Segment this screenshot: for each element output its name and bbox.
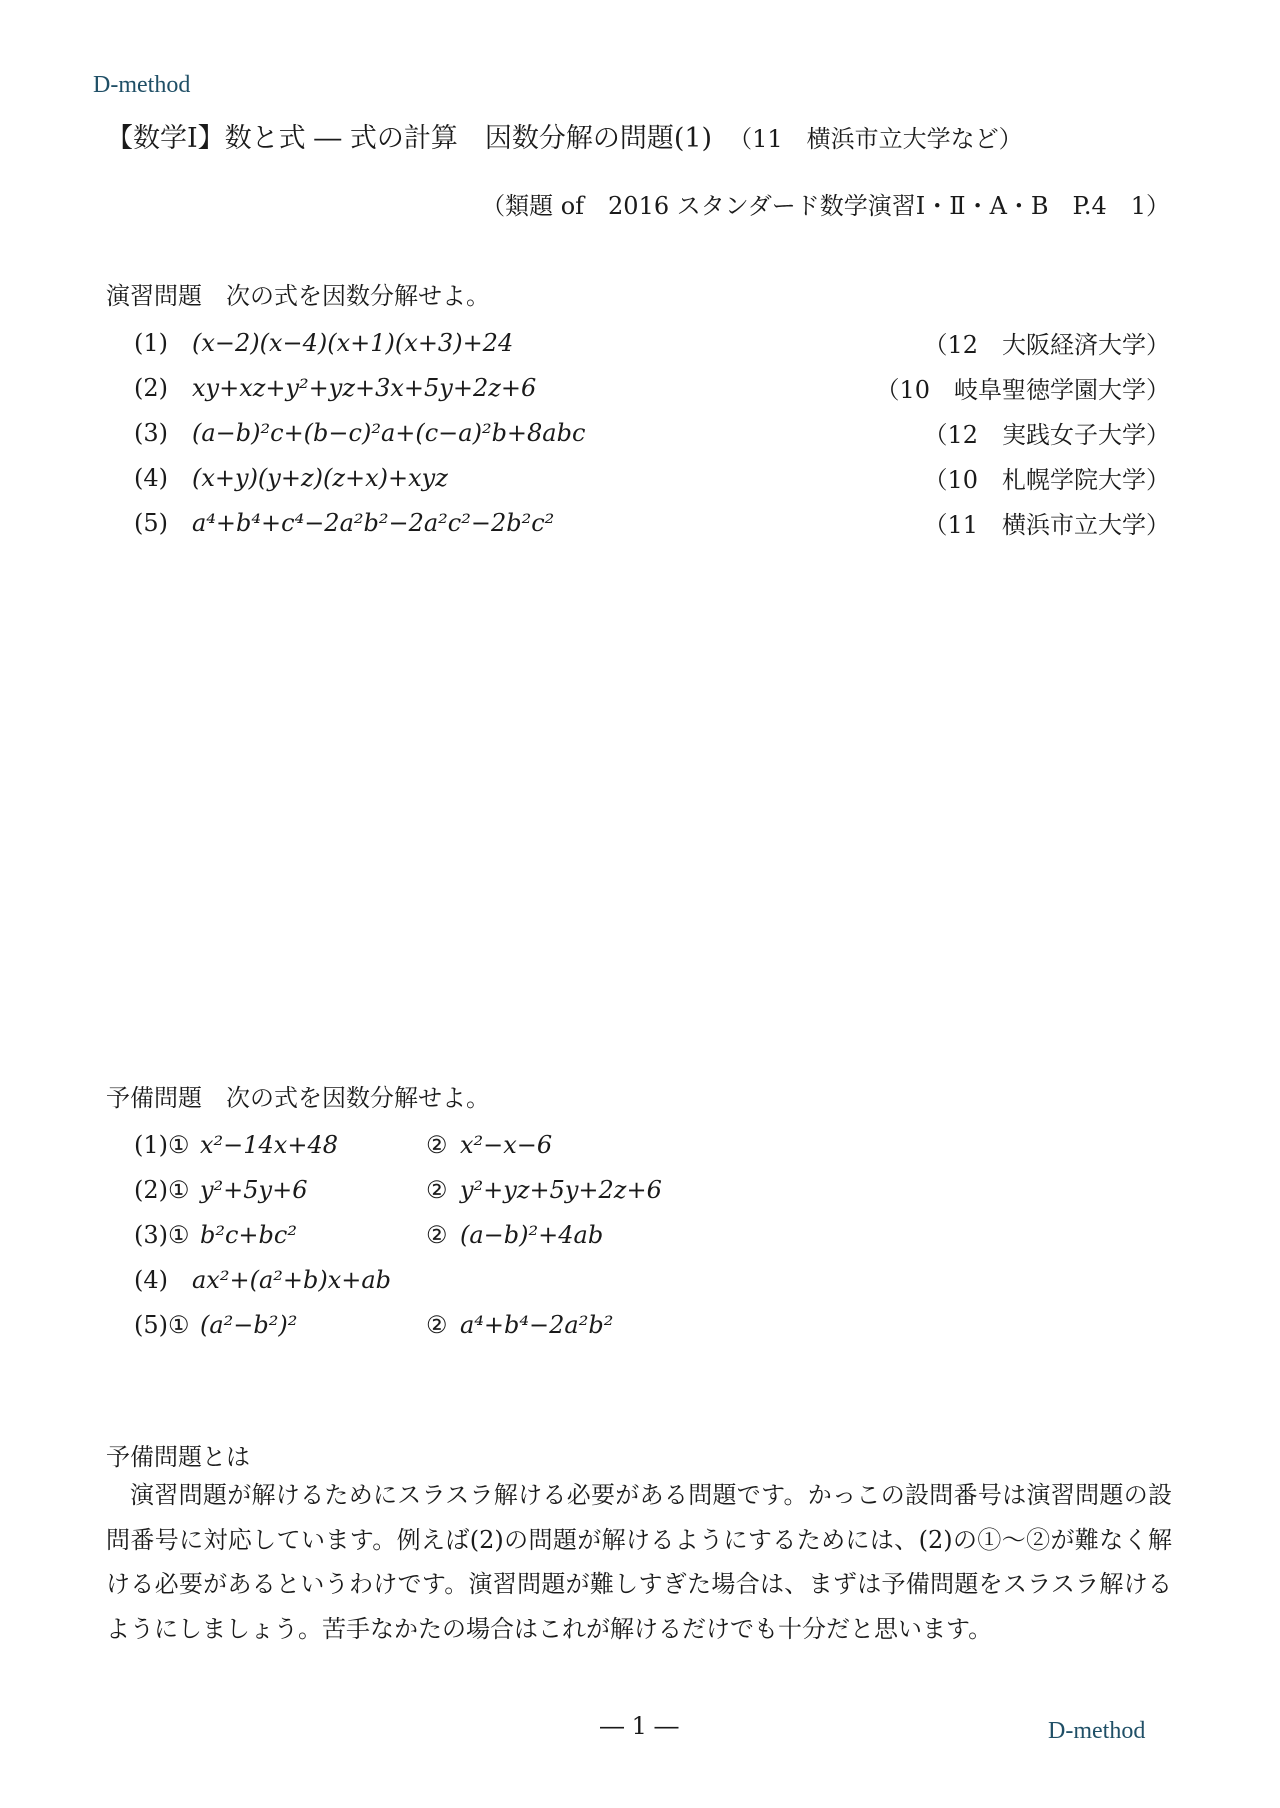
page-title [106, 116, 1023, 155]
exercise-item [134, 410, 1170, 455]
preparatory-list [134, 1122, 662, 1347]
preparatory-item [134, 1212, 662, 1257]
title-source: （11 横浜市立大学など） [728, 125, 1023, 153]
preparatory-item [134, 1122, 662, 1167]
preparatory-expression-a: b²c+bc² [200, 1220, 297, 1249]
preparatory-mark-b: ② [426, 1175, 448, 1204]
exercise-expression: a⁴+b⁴+c⁴−2a²b²−2a²c²−2b²c² [192, 508, 555, 537]
exercise-expression: xy+xz+y²+yz+3x+5y+2z+6 [192, 373, 537, 402]
page-number: ― 1 ― [600, 1712, 679, 1740]
preparatory-item [134, 1257, 662, 1302]
exercise-source: （12 大阪経済大学） [923, 331, 1170, 359]
preparatory-expression-a: x²−14x+48 [200, 1130, 338, 1159]
exercise-expression: (a−b)²c+(b−c)²a+(c−a)²b+8abc [192, 418, 586, 447]
exercise-number: (4) [134, 463, 168, 492]
exercise-number: (1) [134, 328, 168, 357]
exercise-source: （11 横浜市立大学） [923, 511, 1170, 539]
exercise-item [134, 500, 1170, 545]
exercise-item [134, 320, 1170, 365]
exercise-number: (2) [134, 373, 168, 402]
preparatory-expression-b: y²+yz+5y+2z+6 [460, 1175, 662, 1204]
exercise-number: (5) [134, 508, 168, 537]
preparatory-expression-b: (a−b)²+4ab [460, 1220, 604, 1249]
exercise-source: （10 岐阜聖徳学園大学） [875, 376, 1170, 404]
about-heading: 予備問題とは [106, 1443, 250, 1471]
preparatory-item [134, 1167, 662, 1212]
exercise-source: （12 実践女子大学） [923, 421, 1170, 449]
brand-header: D-method [93, 72, 191, 98]
preparatory-mark-b: ② [426, 1310, 448, 1339]
exercise-heading: 演習問題 次の式を因数分解せよ。 [106, 282, 490, 310]
exercise-number: (3) [134, 418, 168, 447]
preparatory-expression-b: a⁴+b⁴−2a²b² [460, 1310, 614, 1339]
preparatory-number: (4) [134, 1265, 168, 1294]
preparatory-mark-b: ② [426, 1220, 448, 1249]
exercise-list [134, 320, 1170, 545]
preparatory-number: (5)① [134, 1310, 190, 1339]
exercise-item [134, 455, 1170, 500]
exercise-expression: (x−2)(x−4)(x+1)(x+3)+24 [192, 328, 514, 357]
preparatory-number: (3)① [134, 1220, 190, 1249]
preparatory-number: (2)① [134, 1175, 190, 1204]
brand-footer: D-method [1048, 1718, 1146, 1744]
page-subtitle: （類題 of 2016 スタンダード数学演習Ⅰ・Ⅱ・A・B P.4 1） [481, 192, 1170, 220]
preparatory-number: (1)① [134, 1130, 190, 1159]
title-main: 【数学Ⅰ】数と式 ― 式の計算 因数分解の問題(1) [106, 123, 713, 154]
preparatory-item [134, 1302, 662, 1347]
preparatory-expression-b: x²−x−6 [460, 1130, 553, 1159]
preparatory-expression-a: (a²−b²)² [200, 1310, 298, 1339]
preparatory-mark-b: ② [426, 1130, 448, 1159]
preparatory-heading: 予備問題 次の式を因数分解せよ。 [106, 1084, 490, 1112]
about-paragraph: 演習問題が解けるためにスラスラ解ける必要がある問題です。かっこの設問番号は演習問題の設問番号に対応しています。例えば(2)の問題が解けるようにするためには、(2)の①～②が難なく解ける必要があるというわけです。演習問題が難しすぎた場合は、まずは予備問題をスラスラ解けるようにしましょう。苦手なかたの場合はこれが解けるだけでも十分だと思います。 [106, 1481, 1172, 1643]
exercise-expression: (x+y)(y+z)(z+x)+xyz [192, 463, 448, 492]
exercise-item [134, 365, 1170, 410]
exercise-source: （10 札幌学院大学） [923, 466, 1170, 494]
preparatory-expression-a: y²+5y+6 [200, 1175, 308, 1204]
preparatory-expression-a: ax²+(a²+b)x+ab [192, 1265, 392, 1294]
